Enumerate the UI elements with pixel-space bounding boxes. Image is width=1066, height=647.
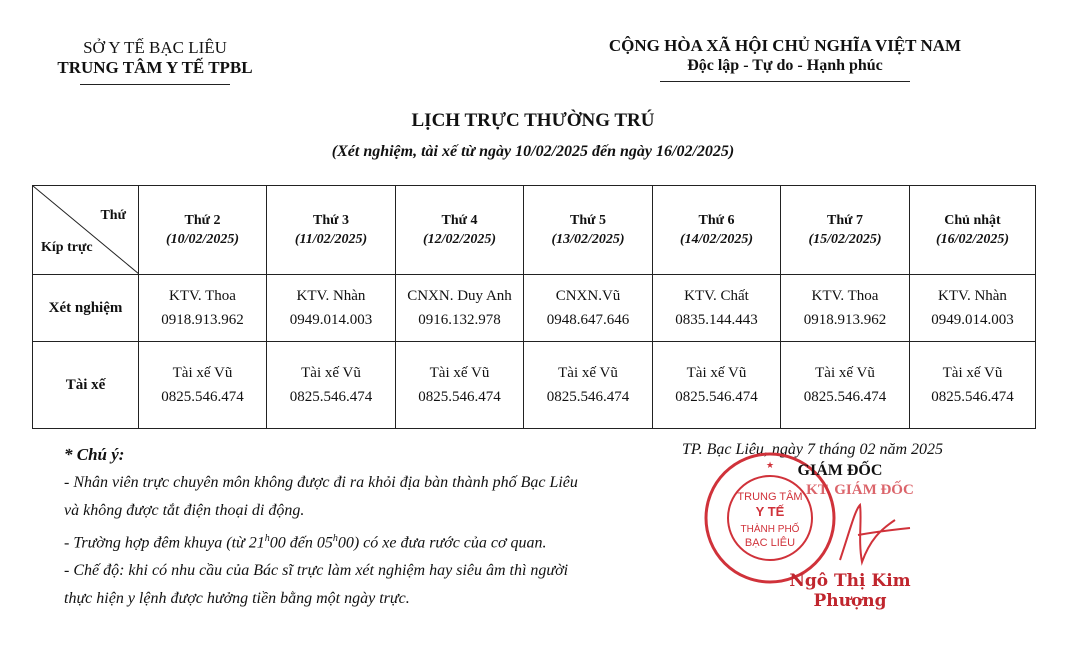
duty-cell	[653, 342, 781, 429]
staff-name: KTV. Nhàn	[296, 288, 366, 304]
staff-name: CNXN.Vũ	[555, 288, 621, 304]
staff-name: KTV. Thoa	[169, 288, 236, 304]
duty-cell	[781, 275, 910, 342]
duty-cell	[267, 275, 396, 342]
notes-block	[64, 441, 684, 613]
note-text: 00) có xe đưa rước của cơ quan.	[337, 534, 547, 552]
note-line: - Chế độ: khi có nhu cầu của Bác sĩ trực làm xét nghiệm hay siêu âm thì người	[64, 562, 569, 580]
day-header	[267, 186, 396, 275]
duty-cell	[653, 275, 781, 342]
corner-shift-label: Kíp trực	[41, 240, 93, 255]
seal-text: THÀNH PHỐ	[740, 524, 800, 535]
row-label: Xét nghiệm	[33, 275, 139, 342]
duty-cell	[139, 342, 267, 429]
duty-cell	[524, 275, 653, 342]
day-name: Thứ 7	[826, 213, 864, 228]
document-title: LỊCH TRỰC THƯỜNG TRÚ	[411, 110, 655, 131]
corner-diagonal	[33, 186, 139, 274]
duty-cell	[267, 342, 396, 429]
table-row-lab	[33, 275, 1036, 342]
table-header-row	[33, 186, 1036, 275]
day-name: Chủ nhật	[944, 213, 1001, 228]
day-date: (10/02/2025)	[165, 232, 240, 247]
country-name: CỘNG HÒA XÃ HỘI CHỦ NGHĨA VIỆT NAM	[608, 36, 962, 55]
note-text: 00 đến 05	[269, 534, 333, 552]
day-header	[910, 186, 1036, 275]
issuing-agency	[40, 38, 270, 85]
staff-phone: 0918.913.962	[803, 312, 887, 328]
day-date: (15/02/2025)	[808, 232, 882, 247]
staff-phone: 0918.913.962	[161, 312, 244, 328]
handwritten-signature	[800, 500, 940, 570]
seal-text: Y TẾ	[755, 504, 785, 519]
staff-phone: 0949.014.003	[289, 312, 373, 328]
staff-phone: 0835.144.443	[675, 312, 758, 328]
staff-phone: 0825.546.474	[931, 389, 1014, 405]
staff-name: Tài xế Vũ	[686, 365, 747, 381]
row-label: Tài xế	[33, 342, 139, 429]
note-text: - Trường hợp đêm khuya (từ 21	[64, 534, 265, 552]
motto-underline	[660, 81, 910, 82]
staff-phone: 0825.546.474	[675, 389, 758, 405]
staff-phone: 0825.546.474	[546, 389, 630, 405]
staff-phone: 0825.546.474	[803, 389, 887, 405]
day-header	[781, 186, 910, 275]
note-superscript: h	[332, 533, 338, 544]
seal-overlay-text: KT. GIÁM ĐỐC	[806, 482, 914, 498]
day-header	[524, 186, 653, 275]
staff-name: KTV. Chất	[684, 288, 749, 304]
staff-phone: 0825.546.474	[418, 389, 501, 405]
staff-phone: 0948.647.646	[546, 312, 630, 328]
duty-cell	[781, 342, 910, 429]
day-date: (12/02/2025)	[422, 232, 497, 247]
duty-cell	[396, 342, 524, 429]
staff-name: Tài xế Vũ	[558, 365, 618, 381]
day-name: Thứ 2	[184, 213, 221, 228]
agency-underline	[80, 84, 230, 85]
day-header	[139, 186, 267, 275]
note-superscript: h	[264, 533, 270, 544]
signer-role: GIÁM ĐỐC	[797, 462, 883, 479]
staff-phone: 0825.546.474	[289, 389, 373, 405]
staff-name: KTV. Nhàn	[938, 288, 1007, 304]
note-line	[64, 525, 684, 557]
national-motto	[570, 36, 1000, 82]
day-date: (13/02/2025)	[551, 232, 625, 247]
staff-phone: 0949.014.003	[931, 312, 1014, 328]
staff-name: Tài xế Vũ	[301, 365, 361, 381]
duty-cell	[139, 275, 267, 342]
seal-text: BẠC LIÊU	[744, 537, 796, 549]
svg-text:★: ★	[765, 460, 775, 470]
staff-name: CNXN. Duy Anh	[407, 288, 512, 304]
corner-day-label: Thứ	[100, 208, 126, 223]
day-name: Thứ 5	[569, 213, 607, 228]
staff-name: Tài xế Vũ	[429, 365, 490, 381]
staff-name: Tài xế Vũ	[942, 365, 1003, 381]
staff-name: KTV. Thoa	[811, 288, 879, 304]
duty-cell	[910, 342, 1036, 429]
note-line: thực hiện y lệnh được hưởng tiền bằng một ngày trực.	[64, 590, 410, 608]
place-and-date: TP. Bạc Liêu, ngày 7 tháng 02 năm 2025	[682, 441, 944, 458]
day-date: (11/02/2025)	[294, 232, 368, 247]
duty-cell	[524, 342, 653, 429]
table-row-driver	[33, 342, 1036, 429]
day-header	[653, 186, 781, 275]
parent-agency: SỞ Y TẾ BẠC LIÊU	[83, 38, 227, 57]
duty-schedule-table	[32, 185, 1036, 429]
agency-name: TRUNG TÂM Y TẾ TPBL	[57, 58, 253, 77]
seal-text: TRUNG TÂM	[737, 491, 803, 503]
note-line: - Nhân viên trực chuyên môn không được đi ra khỏi địa bàn thành phố Bạc Liêu	[64, 474, 578, 491]
staff-name: Tài xế Vũ	[815, 365, 875, 381]
staff-name: Tài xế Vũ	[172, 365, 233, 381]
corner-cell	[33, 186, 139, 275]
signer-name: Ngô Thị Kim Phượng	[789, 571, 911, 611]
day-date: (14/02/2025)	[679, 232, 754, 247]
motto: Độc lập - Tự do - Hạnh phúc	[687, 57, 883, 74]
note-line: và không được tắt điện thoại di động.	[64, 502, 305, 519]
day-name: Thứ 4	[441, 213, 478, 228]
duty-cell	[910, 275, 1036, 342]
document-subtitle: (Xét nghiệm, tài xế từ ngày 10/02/2025 đến ngày 16/02/2025)	[331, 143, 735, 160]
duty-cell	[396, 275, 524, 342]
notes-title: * Chú ý:	[64, 445, 125, 464]
staff-phone: 0825.546.474	[161, 389, 244, 405]
day-name: Thứ 3	[312, 213, 350, 228]
day-header	[396, 186, 524, 275]
day-date: (16/02/2025)	[935, 232, 1010, 247]
staff-phone: 0916.132.978	[418, 312, 501, 328]
day-name: Thứ 6	[698, 213, 735, 228]
